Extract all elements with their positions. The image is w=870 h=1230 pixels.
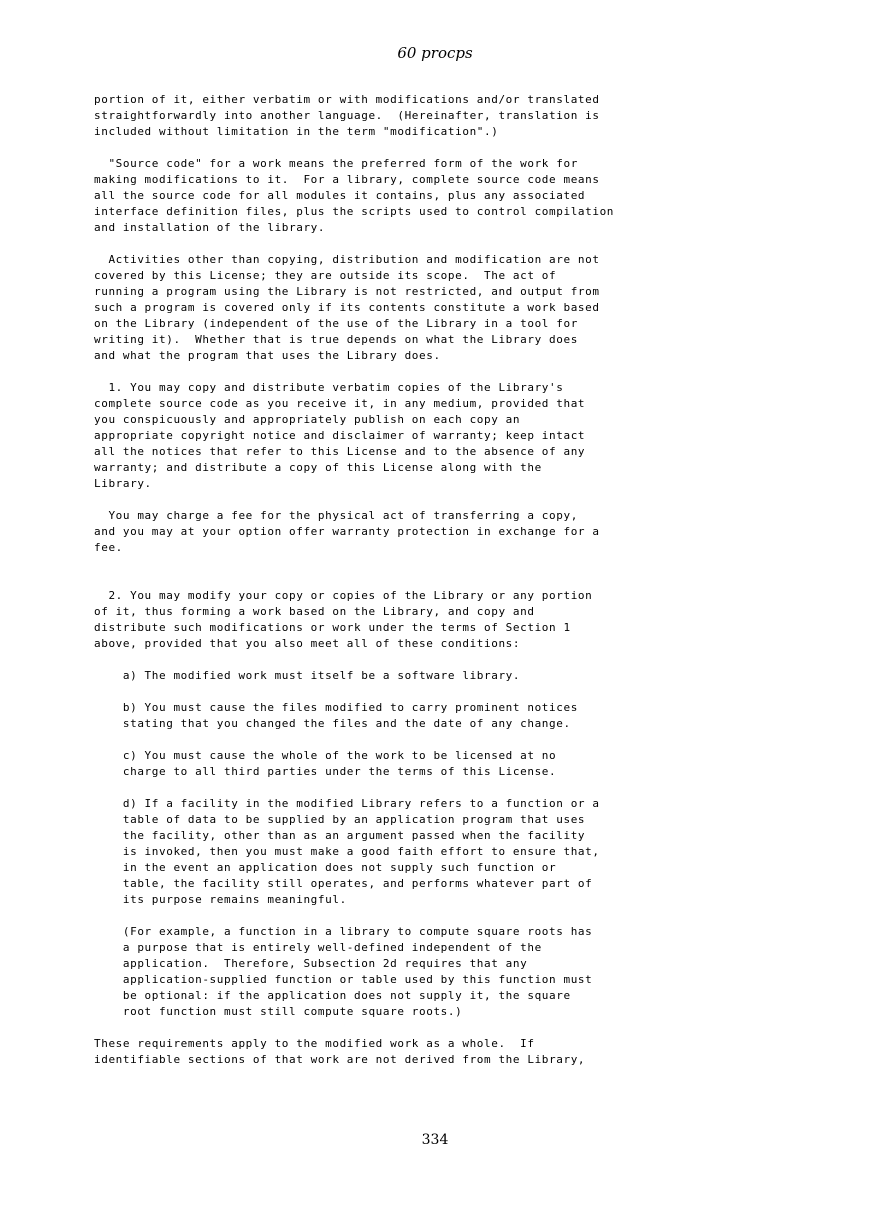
license-text xyxy=(94,92,814,1068)
paragraph-translation: portion of it, either verbatim or with modifications and/or translated straightforwardly into another language. (Hereinafter, translation is included without limitation in the term "modification".) xyxy=(94,93,600,138)
condition-b: b) You must cause the files modified to carry prominent notices stating that you changed the files and the date of any change. xyxy=(122,701,578,730)
page-header: 60 procps xyxy=(397,44,473,62)
condition-d: d) If a facility in the modified Library refers to a function or a table of data to be supplied by an application program that uses the facility, other than as an argument passed when the facility is invoked, then you must make a good faith effort to ensure that, in the event an application does not supply such function or table, the facility still operates, and performs whatever part of its purpose remains meaningful. xyxy=(122,797,600,906)
condition-c: c) You must cause the whole of the work to be licensed at no charge to all third parties under the terms of this License. xyxy=(122,749,557,778)
paragraph-activities: Activities other than copying, distribution and modification are not covered by this License; they are outside its scope. The act of running a program using the Library is not restricted, and output from such a program is covered only if its contents constitute a work based on the Library (independent of the use of the Library in a tool for writing it). Whether that is true depends on what the Library does and what the program that uses the Library does. xyxy=(94,253,600,362)
page-number: 334 xyxy=(421,1132,449,1148)
paragraph-fee: You may charge a fee for the physical act of transferring a copy, and you may at your option offer warranty protection in exchange for a fee. xyxy=(94,509,600,554)
condition-a: a) The modified work must itself be a software library. xyxy=(94,669,521,682)
example-note: (For example, a function in a library to compute square roots has a purpose that is entirely well-defined independent of the application. Therefore, Subsection 2d requires that any application-supplied function or table used by this function must be optional: if the application does not supply it, the square root function must still compute square roots.) xyxy=(122,925,593,1018)
paragraph-section-1: 1. You may copy and distribute verbatim copies of the Library's complete source code as you receive it, in any medium, provided that you conspicuously and appropriately publish on each copy an appropriate copyright notice and disclaimer of warranty; keep intact all the notices that refer to this License and to the absence of any warranty; and distribute a copy of this License along with the Library. xyxy=(94,381,586,490)
paragraph-requirements: These requirements apply to the modified work as a whole. If identifiable sections of that work are not derived from the Library, xyxy=(94,1037,586,1066)
paragraph-section-2: 2. You may modify your copy or copies of the Library or any portion of it, thus forming a work based on the Library, and copy and distribute such modifications or work under the terms of Section 1 above, provided that you also meet all of these conditions: xyxy=(94,589,593,650)
paragraph-source-code: "Source code" for a work means the preferred form of the work for making modifications to it. For a library, complete source code means all the source code for all modules it contains, plus any associated interface definition files, plus the scripts used to control compilation and installation of the library. xyxy=(94,157,615,234)
